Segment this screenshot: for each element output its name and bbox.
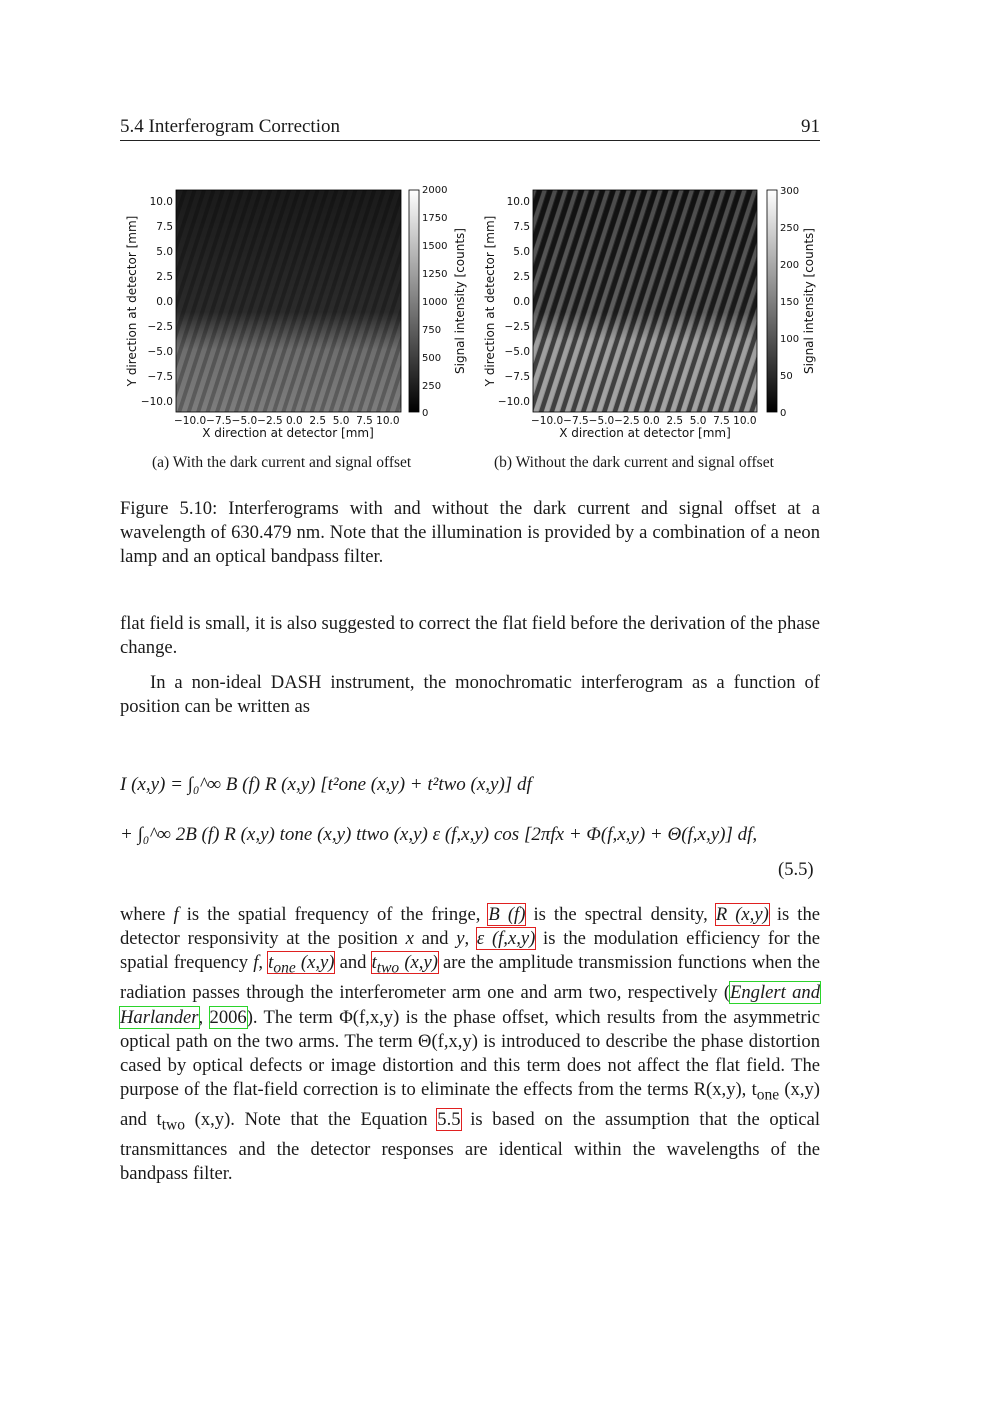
citation-year-link[interactable]: 2006 (209, 1006, 247, 1028)
panel-b-colorbar (767, 186, 816, 419)
ref-responsivity[interactable]: R (x,y) (715, 904, 769, 925)
svg-text:50: 50 (780, 371, 793, 382)
panel-b-xticks: −10.0−7.5−5.0−2.5 0.0 2.5 5.0 7.5 10.0 (531, 415, 757, 427)
svg-text:5.0: 5.0 (156, 246, 173, 258)
panel-a-ylabel: Y direction at detector [mm] (125, 215, 139, 387)
figure-panels (120, 180, 830, 445)
svg-text:1750: 1750 (422, 213, 448, 224)
svg-text:0.0: 0.0 (156, 296, 173, 308)
svg-text:10.0: 10.0 (149, 196, 173, 208)
svg-text:2.5: 2.5 (156, 271, 173, 283)
svg-text:−10.0: −10.0 (497, 396, 530, 408)
panel-b-xlabel: X direction at detector [mm] (559, 426, 731, 440)
subcaption-a: (a) With the dark current and signal offset (152, 454, 412, 471)
svg-text:1000: 1000 (422, 297, 448, 308)
panel-b-ylabel: Y direction at detector [mm] (483, 215, 497, 387)
svg-text:2.5: 2.5 (513, 271, 530, 283)
panel-a-colorbar (409, 185, 467, 419)
ref-transmission-one[interactable]: $t_{one}$ (x,y) (268, 952, 335, 978)
svg-text:−5.0: −5.0 (504, 346, 530, 358)
svg-text:200: 200 (780, 260, 800, 271)
figure-caption: Figure 5.10: Interferograms with and without the dark current and signal offset at a wavelength of 630.479 nm. Note that the illumination is provided by a combination of a neon lamp and an optical bandpass filter. (120, 498, 820, 568)
paragraph-2: In a non-ideal DASH instrument, the monochromatic interferogram as a function of position can be written as (120, 672, 820, 718)
svg-text:−10.0: −10.0 (140, 396, 173, 408)
running-header (120, 114, 820, 141)
svg-text:−2.5: −2.5 (504, 321, 530, 333)
svg-text:1250: 1250 (422, 269, 448, 280)
svg-text:10.0: 10.0 (506, 196, 530, 208)
svg-text:0: 0 (780, 408, 787, 419)
svg-text:0.0: 0.0 (513, 296, 530, 308)
equation-line-2: + ∫₀^∞ 2B (f) R (x,y) tone (x,y) ttwo (x,y) ε (f,x,y) cos [2πfx + Φ(f,x,y) + Θ(f,x,y)] df, (120, 824, 758, 845)
equation-ref-link[interactable]: 5.5 (437, 1109, 461, 1131)
panel-b-image (533, 190, 757, 412)
svg-text:750: 750 (422, 325, 442, 336)
ref-transmission-two[interactable]: $t_{two}$ (x,y) (371, 952, 438, 978)
paragraph-3: where f is the spatial frequency of the fringe, B (f) is the spectral density, R (x,y) is the detector responsivity at the position x and y, ε (f,x,y) is the modulation efficiency for the spatial frequency f, $t_{one}$ (x,y) and $t_{two}$ (x,y) are the amplitude transmission functions when the radiation passes through the interferometer arm one and arm two, respectively (Englert and Harlander, 2006). The term Φ(f,x,y) is the phase offset, which results from the asymmetric optical path on the two arms. The term Θ(f,x,y) is introduced to describe the phase distortion cased by optical defects or image distortion and this term does not affect the flat field. The purpose of the flat-field correction is to eliminate the effects from the terms R(x,y), $t_{one}$ (x,y) and $t_{two}$ (x,y). Note that the Equation 5.5 is based on the assumption that the optical transmittances and the detector responses are identical within the wavelengths of the bandpass filter. (120, 904, 821, 1185)
panel-a-colorbar-label: Signal intensity [counts] (453, 228, 467, 374)
svg-text:1500: 1500 (422, 241, 448, 252)
panel-b-colorbar-label: Signal intensity [counts] (802, 228, 816, 374)
section-title: 5.4 Interferogram Correction (120, 116, 340, 137)
ref-spectral-density[interactable]: B (f) (488, 904, 526, 925)
paragraph-1: flat field is small, it is also suggested to correct the flat field before the derivation of the phase change. (120, 613, 820, 659)
svg-text:−7.5: −7.5 (504, 371, 530, 383)
panel-b-y-axis (498, 196, 530, 408)
svg-text:150: 150 (780, 297, 800, 308)
ref-modulation-efficiency[interactable]: ε (f,x,y) (476, 928, 536, 950)
equation-line-1: I (x,y) = ∫₀^∞ B (f) R (x,y) [t²one (x,y) + t²two (x,y)] df (120, 774, 532, 795)
svg-text:−7.5: −7.5 (147, 371, 173, 383)
svg-text:2000: 2000 (422, 185, 448, 196)
panel-a-xlabel: X direction at detector [mm] (202, 426, 374, 440)
svg-text:250: 250 (422, 381, 442, 392)
svg-text:7.5: 7.5 (156, 221, 173, 233)
svg-text:500: 500 (422, 353, 442, 364)
page-number: 91 (801, 116, 820, 137)
svg-text:300: 300 (780, 186, 800, 197)
svg-text:5.0: 5.0 (513, 246, 530, 258)
svg-text:100: 100 (780, 334, 800, 345)
svg-text:−5.0: −5.0 (147, 346, 173, 358)
svg-text:0: 0 (422, 408, 429, 419)
citation-authors-link[interactable]: Englert and Harlander (120, 982, 821, 1028)
panel-a-xticks: −10.0−7.5−5.0−2.5 0.0 2.5 5.0 7.5 10.0 (174, 415, 400, 427)
svg-text:250: 250 (780, 223, 800, 234)
subcaption-b: (b) Without the dark current and signal offset (494, 454, 774, 471)
equation-number: (5.5) (778, 859, 814, 880)
panel-a-y-axis (141, 196, 173, 408)
panel-a-image (176, 190, 401, 412)
svg-text:−2.5: −2.5 (147, 321, 173, 333)
svg-text:7.5: 7.5 (513, 221, 530, 233)
